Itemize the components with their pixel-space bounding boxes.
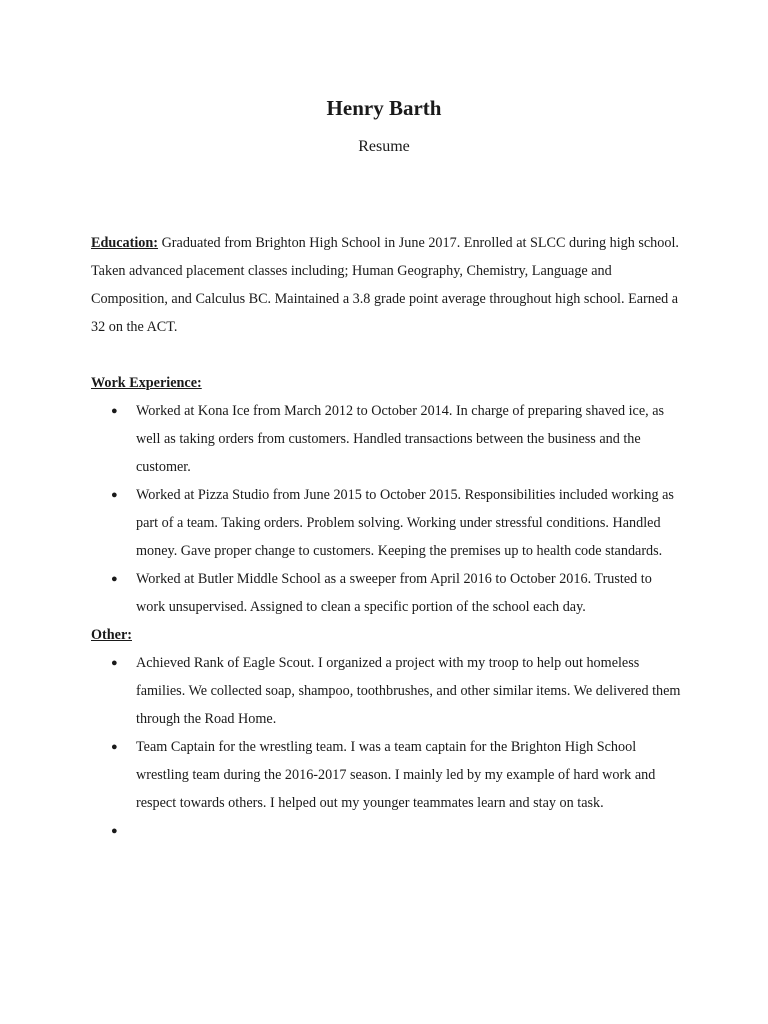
other-heading-line [91, 621, 681, 649]
other-item: ● Achieved Rank of Eagle Scout. I organized a project with my troop to help out homeless families. We collected soap, shampoo, toothbrushes, and other similar items. We delivered them through the Road Home. [91, 649, 681, 733]
work-item: ● Worked at Kona Ice from March 2012 to October 2014. In charge of preparing shaved ice, as well as taking orders from customers. Handled transactions between the business and the customer. [91, 397, 681, 481]
other-heading: Other: [91, 627, 132, 643]
section-spacer [91, 341, 681, 369]
resume-body [91, 229, 681, 845]
education-text: Graduated from Brighton High School in June 2017. Enrolled at SLCC during high school. Taken advanced placement classes including; Human Geography, Chemistry, Language and Composition, and Calculus BC. Maintained a 3.8 grade point average throughout high school. Earned a 32 on the ACT. [91, 235, 679, 335]
resume-subtitle: Resume [358, 138, 410, 155]
work-heading-line [91, 369, 681, 397]
work-item: ● Worked at Pizza Studio from June 2015 to October 2015. Responsibilities included working as part of a team. Taking orders. Problem solving. Working under stressful conditions. Handled money. Gave proper change to customers. Keeping the premises up to health code standards. [91, 481, 681, 565]
empty-bullet-item [91, 817, 681, 845]
resume-name: Henry Barth [326, 96, 442, 120]
other-list [91, 649, 681, 845]
work-item: ● Worked at Butler Middle School as a sweeper from April 2016 to October 2016. Trusted to work unsupervised. Assigned to clean a specific portion of the school each day. [91, 565, 681, 621]
work-heading: Work Experience: [91, 375, 202, 391]
education-section [91, 229, 681, 341]
education-heading: Education: [91, 235, 159, 251]
work-list [91, 397, 681, 621]
other-item: ● Team Captain for the wrestling team. I was a team captain for the Brighton High School wrestling team during the 2016-2017 season. I mainly led by my example of hard work and respect towards others. I helped out my younger teammates learn and stay on task. [91, 733, 681, 817]
